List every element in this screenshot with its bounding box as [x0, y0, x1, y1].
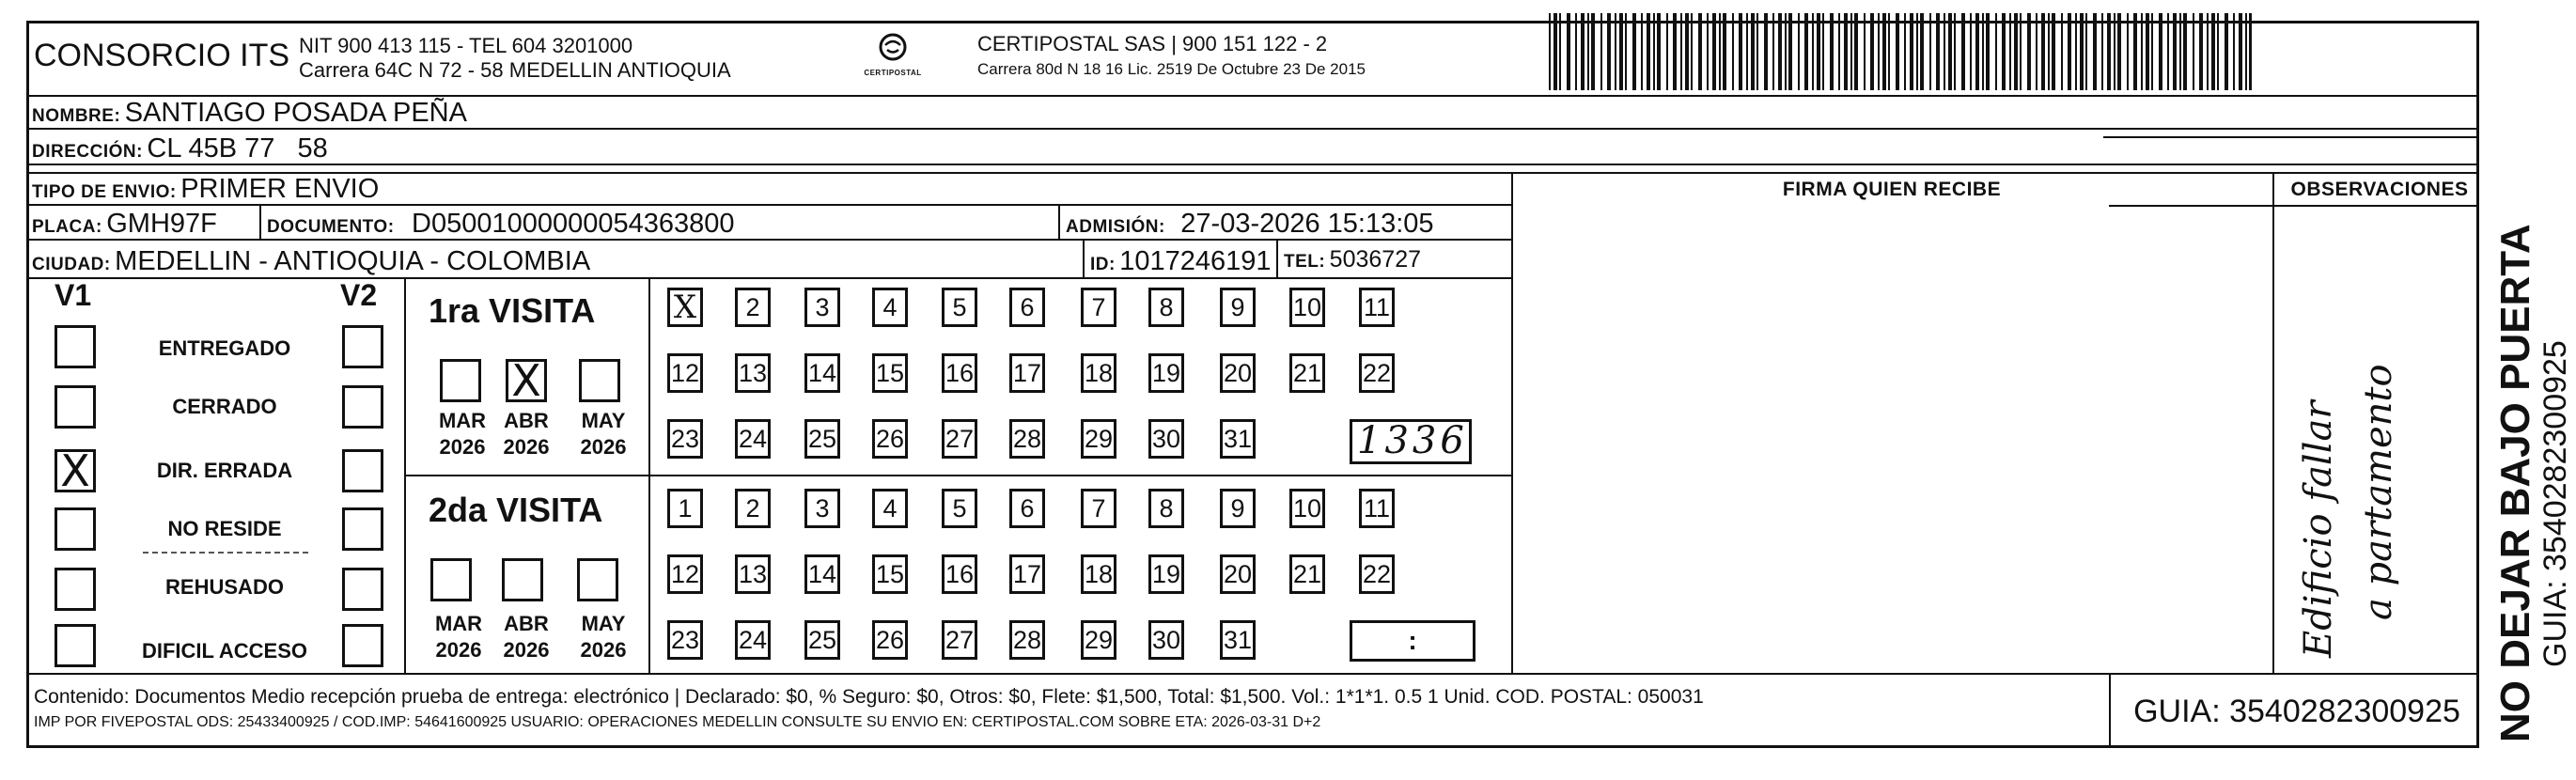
name-label: NOMBRE: — [32, 106, 121, 126]
visit2-day-23[interactable]: 23 — [667, 620, 703, 660]
visit1-month-may-box[interactable] — [579, 359, 620, 402]
visit2-day-27[interactable]: 27 — [942, 620, 977, 660]
visit2-label: 2da VISITA — [429, 491, 603, 529]
visit2-day-18[interactable]: 18 — [1081, 554, 1116, 594]
company-address: Carrera 64C N 72 - 58 MEDELLIN ANTIOQUIA — [299, 58, 731, 82]
visit2-day-7[interactable]: 7 — [1081, 489, 1116, 528]
footer-guia: GUIA: 3540282300925 — [2133, 694, 2460, 729]
visit1-day-24[interactable]: 24 — [735, 419, 771, 459]
admission-cell — [1066, 209, 1434, 240]
visit1-month-abr-box[interactable] — [506, 355, 547, 406]
visit2-time-box[interactable] — [1350, 620, 1475, 662]
admission-label: ADMISIÓN: — [1066, 217, 1165, 237]
logo-text: CERTIPOSTAL — [864, 69, 922, 77]
visit2-month-mar-box[interactable] — [430, 558, 472, 601]
v2-checkbox-dir-errada[interactable] — [342, 449, 383, 492]
visit1-label: 1ra VISITA — [429, 291, 596, 330]
side-warning: NO DEJAR BAJO PUERTA — [2492, 224, 2538, 742]
visit1-day-25[interactable]: 25 — [804, 419, 840, 459]
v1-checkbox-no-reside[interactable] — [55, 507, 96, 551]
visit2-day-12[interactable]: 12 — [667, 554, 703, 594]
city-value: MEDELLIN - ANTIOQUIA - COLOMBIA — [115, 246, 591, 276]
v1-mark-dir-errada: X — [60, 445, 90, 496]
document-cell — [267, 209, 735, 240]
visit2-day-22[interactable]: 22 — [1359, 554, 1395, 594]
plate-cell — [32, 209, 217, 240]
tel-label: TEL: — [1284, 252, 1326, 272]
shipment-type-label: TIPO DE ENVIO: — [32, 182, 177, 202]
observations-handwritten-1: Edificio fallar — [2297, 400, 2340, 658]
visit1-day-16[interactable]: 16 — [942, 353, 977, 393]
visit1-day-17[interactable]: 17 — [1009, 353, 1045, 393]
visit1-month-may: MAY 2026 — [580, 409, 627, 459]
visit2-day-17[interactable]: 17 — [1009, 554, 1045, 594]
v2-checkbox-cerrado[interactable] — [342, 385, 383, 429]
id-cell — [1090, 246, 1272, 277]
visit1-day-8[interactable]: 8 — [1148, 288, 1184, 327]
visit2-day-19[interactable]: 19 — [1148, 554, 1184, 594]
visit2-month-may-box[interactable] — [577, 558, 618, 601]
v2-checkbox-rehusado[interactable] — [342, 568, 383, 611]
company-nit: NIT 900 413 115 - TEL 604 3201000 — [299, 34, 633, 57]
observations-label: OBSERVACIONES — [2290, 179, 2469, 200]
certipostal-info: CERTIPOSTAL SAS | 900 151 122 - 2 — [977, 32, 1328, 55]
admission-value: 27-03-2026 15:13:05 — [1180, 209, 1434, 239]
plate-value: GMH97F — [106, 209, 217, 239]
address-label: DIRECCIÓN: — [32, 142, 143, 162]
side-guia: GUIA: 3540282300925 — [2537, 340, 2573, 667]
visit2-day-6[interactable]: 6 — [1009, 489, 1045, 528]
visit2-day-11[interactable]: 11 — [1359, 489, 1395, 528]
v1-checkbox-rehusado[interactable] — [55, 568, 96, 611]
visit2-day-1[interactable]: 1 — [667, 489, 703, 528]
visit1-time-written: 1336 — [1357, 419, 1468, 462]
visit1-day-18[interactable]: 18 — [1081, 353, 1116, 393]
reason-no-reside: NO RESIDE — [167, 517, 282, 540]
reason-rehusado: REHUSADO — [165, 575, 284, 599]
reason-dificil-acceso: DIFICIL ACCESO — [141, 639, 307, 663]
visit2-day-16[interactable]: 16 — [942, 554, 977, 594]
footer-contents: Contenido: Documentos Medio recepción prueba de entrega: electrónico | Declarado: $0, % Seguro: $0, Otros: $0, Flete: $1,500, Total: $1,500. Vol.: 1*1*1. 0.5 1 Unid. COD. POSTAL: 050031 — [34, 686, 1704, 708]
visit1-month-mar-box[interactable] — [440, 359, 481, 402]
visit1-day-30[interactable]: 30 — [1148, 419, 1184, 459]
visit2-month-may: MAY 2026 — [580, 612, 627, 662]
visit2-day-21[interactable]: 21 — [1289, 554, 1325, 594]
visit1-day-28[interactable]: 28 — [1009, 419, 1045, 459]
visit1-day-31[interactable]: 31 — [1220, 419, 1256, 459]
v2-checkbox-dificil-acceso[interactable] — [342, 624, 383, 667]
document-value: D05001000000054363800 — [412, 209, 735, 239]
reason-entregado: ENTREGADO — [158, 336, 291, 360]
visit1-day-15[interactable]: 15 — [872, 353, 908, 393]
visit2-day-13[interactable]: 13 — [735, 554, 771, 594]
visit1-day-22[interactable]: 22 — [1359, 353, 1395, 393]
document-label: DOCUMENTO: — [267, 217, 395, 237]
signature-label: FIRMA QUIEN RECIBE — [1782, 179, 2002, 200]
visit1-day-13[interactable]: 13 — [735, 353, 771, 393]
certipostal-license: Carrera 80d N 18 16 Lic. 2519 De Octubre 23 De 2015 — [977, 60, 1366, 78]
visit2-day-8[interactable]: 8 — [1148, 489, 1184, 528]
visit2-month-abr: ABR 2026 — [503, 612, 550, 662]
visit2-day-10[interactable]: 10 — [1289, 489, 1325, 528]
visit2-day-31[interactable]: 31 — [1220, 620, 1256, 660]
city-label: CIUDAD: — [32, 255, 111, 274]
visit1-day-2[interactable]: 2 — [735, 288, 771, 327]
visit2-day-30[interactable]: 30 — [1148, 620, 1184, 660]
v2-label: V2 — [340, 278, 378, 312]
visit2-day-29[interactable]: 29 — [1081, 620, 1116, 660]
id-value: 1017246191 — [1119, 246, 1272, 276]
visit2-day-5[interactable]: 5 — [942, 489, 977, 528]
v2-checkbox-entregado[interactable] — [342, 325, 383, 368]
name-row — [32, 98, 467, 129]
visit2-day-3[interactable]: 3 — [804, 489, 840, 528]
visit2-month-abr-box[interactable] — [502, 558, 543, 601]
visit2-day-14[interactable]: 14 — [804, 554, 840, 594]
v1-checkbox-dificil-acceso[interactable] — [55, 624, 96, 667]
visit1-day-7[interactable]: 7 — [1081, 288, 1116, 327]
visit1-day-26[interactable]: 26 — [872, 419, 908, 459]
v1-checkbox-cerrado[interactable] — [55, 385, 96, 429]
visit1-day-12[interactable]: 12 — [667, 353, 703, 393]
v1-label: V1 — [55, 278, 92, 312]
id-label: ID: — [1090, 255, 1116, 274]
v2-checkbox-no-reside[interactable] — [342, 507, 383, 551]
visit1-day-19[interactable]: 19 — [1148, 353, 1184, 393]
visit1-day-10[interactable]: 10 — [1289, 288, 1325, 327]
reason-dir-errada: DIR. ERRADA — [156, 459, 293, 482]
recipient-address: CL 45B 77 58 — [147, 133, 328, 164]
visit2-day-9[interactable]: 9 — [1220, 489, 1256, 528]
address-row — [32, 133, 328, 164]
visit1-day-9[interactable]: 9 — [1220, 288, 1256, 327]
shipment-type: PRIMER ENVIO — [180, 174, 380, 204]
footer-imp-line: IMP POR FIVEPOSTAL ODS: 25433400925 / COD.IMP: 54641600925 USUARIO: OPERACIONES MEDELLIN CONSULTE SU ENVIO EN: CERTIPOSTAL.COM SOBRE ETA: 2026-03-31 D+2 — [34, 714, 1321, 730]
city-cell — [32, 246, 590, 277]
visit2-time-separator: : — [1408, 626, 1417, 655]
visit1-day-11[interactable]: 11 — [1359, 288, 1395, 327]
visit2-day-28[interactable]: 28 — [1009, 620, 1045, 660]
visit1-day-27[interactable]: 27 — [942, 419, 977, 459]
visit2-day-20[interactable]: 20 — [1220, 554, 1256, 594]
visit1-day-14[interactable]: 14 — [804, 353, 840, 393]
visit1-day-21[interactable]: 21 — [1289, 353, 1325, 393]
visit1-month-abr: ABR 2026 — [503, 409, 550, 459]
plate-label: PLACA: — [32, 217, 102, 237]
visit2-month-mar: MAR 2026 — [434, 612, 483, 662]
visit1-day-5[interactable]: 5 — [942, 288, 977, 327]
visit2-day-2[interactable]: 2 — [735, 489, 771, 528]
visit1-day-20[interactable]: 20 — [1220, 353, 1256, 393]
tel-cell — [1284, 246, 1421, 273]
visit1-day-29[interactable]: 29 — [1081, 419, 1116, 459]
visit1-day-4[interactable]: 4 — [872, 288, 908, 327]
visit1-day-1[interactable]: X — [667, 288, 703, 327]
reason-divider — [143, 552, 308, 554]
v1-checkbox-entregado[interactable] — [55, 325, 96, 368]
reason-cerrado: CERRADO — [172, 395, 277, 418]
visit2-day-15[interactable]: 15 — [872, 554, 908, 594]
observations-handwritten-2: a partamento — [2357, 364, 2400, 620]
visit2-day-26[interactable]: 26 — [872, 620, 908, 660]
visit2-day-25[interactable]: 25 — [804, 620, 840, 660]
shipment-type-row — [32, 174, 379, 205]
visit1-day-3[interactable]: 3 — [804, 288, 840, 327]
visit1-abr-mark: X — [511, 355, 541, 406]
recipient-name: SANTIAGO POSADA PEÑA — [124, 98, 467, 128]
visit2-day-24[interactable]: 24 — [735, 620, 771, 660]
visit2-day-4[interactable]: 4 — [872, 489, 908, 528]
v1-checkbox-dir-errada[interactable] — [55, 445, 96, 496]
company-name: CONSORCIO ITS — [34, 38, 290, 73]
tel-value: 5036727 — [1329, 246, 1421, 273]
visit1-day-23[interactable]: 23 — [667, 419, 703, 459]
visit1-month-mar: MAR 2026 — [438, 409, 487, 459]
visit1-day-6[interactable]: 6 — [1009, 288, 1045, 327]
